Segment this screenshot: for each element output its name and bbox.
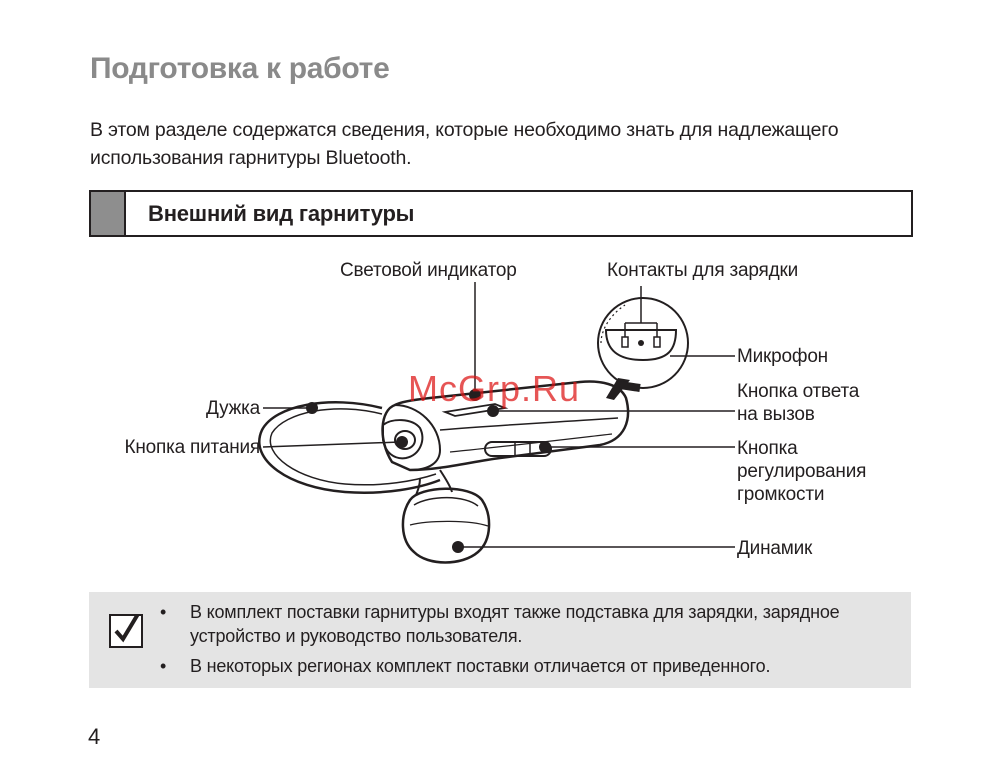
label-answer-button-line1: Кнопка ответа <box>737 381 860 402</box>
label-volume-line3: громкости <box>737 484 825 505</box>
label-power-button: Кнопка питания <box>124 437 260 458</box>
watermark: McGrp.Ru <box>408 368 581 409</box>
bullet-icon: • <box>160 602 167 622</box>
label-light-indicator: Световой индикатор <box>340 260 517 281</box>
note-item <box>157 654 910 678</box>
earbud-shape <box>403 489 489 563</box>
ear-hook-shape <box>259 402 440 492</box>
note-list <box>157 600 910 684</box>
intro-text: В этом разделе содержатся сведения, которые необходимо знать для надлежащего использования гарнитуры Bluetooth. <box>90 119 839 169</box>
section-heading: Внешний вид гарнитуры <box>148 201 415 226</box>
label-charging-contacts: Контакты для зарядки <box>607 260 799 281</box>
note-item-text: В комплект поставки гарнитуры входят также подставка для зарядки, зарядное устройство и руководство пользователя. <box>190 602 840 646</box>
page-title: Подготовка к работе <box>90 52 390 85</box>
bullet-icon: • <box>160 656 167 676</box>
note-box <box>89 592 911 688</box>
note-item <box>157 600 910 648</box>
label-ear-hook: Дужка <box>205 398 260 419</box>
note-item-text: В некоторых регионах комплект поставки отличается от приведенного. <box>190 656 771 676</box>
label-volume-line1: Кнопка <box>737 438 798 459</box>
label-volume-line2: регулирования <box>737 461 867 482</box>
label-speaker: Динамик <box>737 538 813 559</box>
label-microphone: Микрофон <box>737 346 828 367</box>
checkbox-check-icon <box>109 614 143 648</box>
label-answer-button-line2: на вызов <box>737 404 815 425</box>
page-number: 4 <box>88 724 101 749</box>
